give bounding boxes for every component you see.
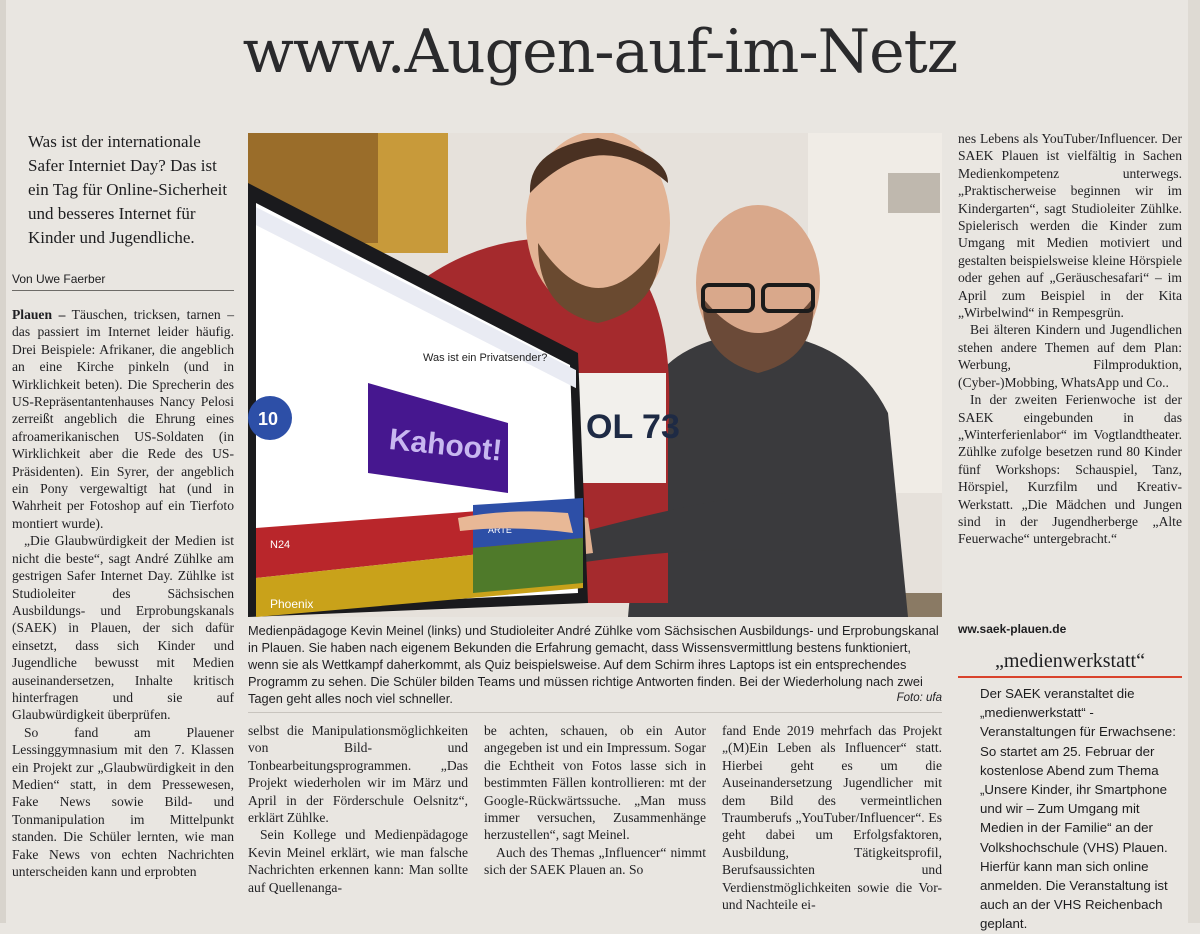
answer-c: Phoenix xyxy=(270,597,314,611)
paragraph: So fand am Plauener Lessinggymnasium mit den 7. Klassen ein Projekt zur „Glaubwürdigkeit in den Medien“ statt, in dem Pressewesen, Fake News sowie Bild- und Tonmanipulation im Mittelpunkt standen. Die Schüler lernten, wie man Fake News von echten Nachrichten unterscheiden kann und erprobten xyxy=(12,724,234,879)
info-box-title: „medienwerkstatt“ xyxy=(958,648,1182,678)
info-box-text: Der SAEK veranstaltet die „medienwerkstatt“ - Veranstaltungen für Erwachsene: So startet am 25. Februar der kostenlose Abend zum Thema „Unsere Kinder, ihr Smartphone und wir – Zum Umgang mit Medien in der Familie“ an der Volkshochschule (VHS) Plauen. Hierfür kann man sich online anmelden. Die Veranstaltung ist auch an der VHS Reichenbach geplant. xyxy=(980,686,1176,932)
answer-b: ARTE xyxy=(488,525,512,535)
timer: 10 xyxy=(258,409,279,429)
divider xyxy=(248,712,942,713)
answer-a: N24 xyxy=(270,539,291,551)
photo-caption xyxy=(248,622,942,707)
paragraph: Täuschen, tricksen, tarnen – das passiert im Internet leider häufig. Drei Beispiele: Afrikaner, die angeblich an eine Kirche pinkeln (und in Wirklichkeit beten). Die Sprecherin des US-Repräsentantenhauses Nancy Pelosi zerreißt angeblich die Ehrung eines afroamerikanischen US-Soldaten (in Wirklichkeit aber die Rede des US-Präsidenten). Ein Syrer, der angeblich ein Pony vergewaltigt hat (und in Wahrheit per Fotoshop auf ein Tierfoto montiert wurde). xyxy=(12,307,234,531)
article-column-4 xyxy=(722,722,942,913)
paragraph: Auch des Themas „Influencer“ nimmt sich der SAEK Plauen an. So xyxy=(484,844,706,878)
photo-illustration xyxy=(248,133,942,617)
paragraph: Bei älteren Kindern und Jugendlichen stehen andere Themen auf dem Plan: Werbung, Filmproduktion, (Cyber-)Mobbing, WhatsApp und Co.. xyxy=(958,322,1182,390)
paragraph: be achten, schauen, ob ein Autor angegeben ist und ein Impressum. Sogar die Echtheit von Fotos lasse sich in bestimmten Fällen kontrollieren: mt der Google-Rückwärtssuche. „Man muss immer versuchen, Zusammenhänge herzustellen“, sagt Meinel. xyxy=(484,723,706,843)
paragraph: Sein Kollege und Medienpädagoge Kevin Meinel erklärt, wie man falsche Nachrichten erkennen kann: Man sollte auf Quellenanga- xyxy=(248,827,468,895)
dateline: Plauen – xyxy=(12,307,66,322)
byline: Von Uwe Faerber xyxy=(12,272,234,291)
article-column-1 xyxy=(12,306,234,880)
paper-edge-left xyxy=(0,0,6,923)
article-column-3 xyxy=(484,722,706,879)
paper-edge-right xyxy=(1188,0,1200,923)
paragraph: „Die Glaubwürdigkeit der Medien ist nicht die beste“, sagt André Zühlke am gestrigen Safer Internet Day. Zühlke ist Studioleiter des Sächsischen Ausbildungs- und Erprobungskanals (SAEK) in Plauen, der sich dafür einsetzt, dass sich Kinder und Jugendliche bewusst mit Medien auseinandersetzen, Inhalte kritisch hinterfragen und sie auf Glaubwürdigkeit überprüfen. xyxy=(12,533,234,723)
quiz-question: Was ist ein Privatsender? xyxy=(423,352,548,364)
paragraph: In der zweiten Ferienwoche ist der SAEK eingebunden in das „Winterferienlabor“ im Vogtlandtheater. Zühlke zufolge besetzen rund 80 Kinder fünf Workshops: Schauspiel, Tanz, Hörspiel, Kurzfilm und Kreativ-Werkstatt. „Die Mädchen und Jungen sind in der Jugendherberge „Alte Feuerwache“ untergebracht.“ xyxy=(958,392,1182,547)
paragraph: selbst die Manipulationsmöglichkeiten von Bild- und Tonbearbeitungsprogrammen. „Das Projekt wiederholen wir im März und April in der Förderschule Oelsnitz“, erklärt Zühlke. xyxy=(248,723,468,826)
paragraph: nes Lebens als YouTuber/Influencer. Der SAEK Plauen ist vielfältig in Sachen Medienkompetenz unterwegs. „Praktischerweise beginnen wir im Kindergarten“, sagt Studioleiter Zühlke. Spielerisch werden die Kinder zum Umgang mit Medien motiviert und gestalten beispielsweise kleine Hörspiele oder gehen auf „Geräuschesafari“ – im April zum Beispiel in der Kita „Wirbelwind“ in Rempesgrün. xyxy=(958,131,1182,321)
photo-credit: Foto: ufa xyxy=(896,692,942,704)
headline: www.Augen-auf-im-Netz xyxy=(242,17,958,87)
article-column-5 xyxy=(958,130,1182,548)
kahoot-logo: Kahoot! xyxy=(387,422,504,468)
article-photo xyxy=(248,133,942,617)
caption-text: Medienpädagoge Kevin Meinel (links) und Studioleiter André Zühlke vom Sächsischen Ausbildungs- und Erprobungskanal in Plauen. Sie haben nach eigenem Bekunden die Erfahrung gemacht, dass Wissensvermittlung bestens funktioniert, wenn sie als Wettkampf daherkommt, als Quiz beispielsweise. Auf dem Schirm ihres Laptops ist ein entsprechendes Programm zu sehen. Die Schüler bilden Teams und müssen richtige Antworten finden. Bei der Wiederholung nach zwei Tagen geht alles noch viel schneller. xyxy=(248,623,939,706)
website-link[interactable]: ww.saek-plauen.de xyxy=(958,622,1067,636)
article-column-2 xyxy=(248,722,468,896)
teaser: Was ist der internationale Safer Interniet Day? Das ist ein Tag für Online-Sicherheit und besseres Internet für Kinder und Jugendliche. xyxy=(28,132,228,247)
paragraph: fand Ende 2019 mehrfach das Projekt „(M)Ein Leben als Influencer“ statt. Hierbei geht es um die Auseinandersetzung Jugendlicher mit dem Bild des vermeintlichen Traumberufs „YouTuber/Influencer“. Es geht dabei um Erfolgsfaktoren, Ausbildung, Tätigkeitsprofil, Berufsaussichten und Verdienstmöglichkeiten sowie die Vor- und Nachteile ei- xyxy=(722,723,942,913)
shirt-print: OL 73 xyxy=(586,408,680,446)
